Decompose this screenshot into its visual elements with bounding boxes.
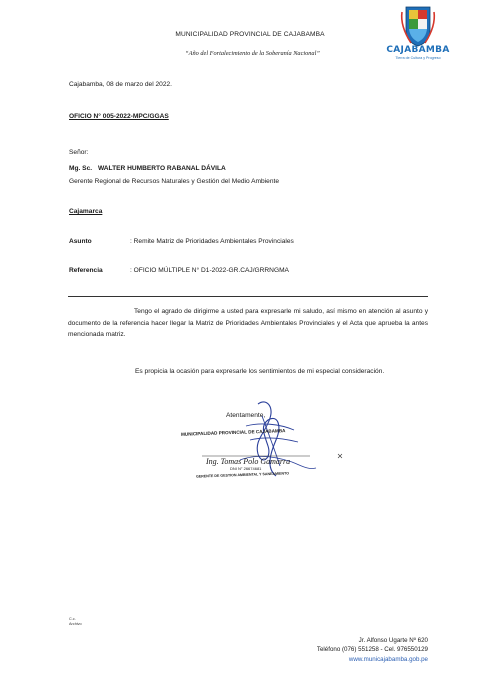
- recipient-line: [69, 164, 226, 173]
- stamp-organization: MUNICIPALIDAD PROVINCIAL DE CAJABAMBA: [180, 428, 286, 437]
- footer-phones: Teléfono (076) 551258 - Cel. 976550129: [316, 646, 428, 653]
- footer-address: Jr. Alfonso Ugarte Nº 620: [358, 637, 428, 644]
- institution-name: MUNICIPALIDAD PROVINCIAL DE CAJABAMBA: [175, 31, 325, 38]
- reference-value: : OFICIO MÚLTIPLE N° D1-2022-GR.CAJ/GRRNGMA: [130, 267, 289, 274]
- body-paragraph: Tengo el agrado de dirigirme a usted para expresarle mi saludo, así mismo en atención al asunto y documento de la referencia hacer llegar la Matriz de Prioridades Ambientales Provinciales y el Acta que aprueba la antes mencionada matriz.: [68, 308, 428, 338]
- recipient-name: WALTER HUMBERTO RABANAL DÁVILA: [97, 165, 226, 172]
- closing-salutation: Atentamente,: [226, 412, 266, 419]
- document-number: OFICIO N° 005-2022-MPC/GGAS: [69, 113, 169, 120]
- year-motto: “Año del Fortalecimiento de la Soberanía Nacional”: [185, 50, 320, 57]
- closing-paragraph: Es propicia la ocasión para expresarle los sentimientos de mi especial consideración.: [135, 368, 385, 375]
- municipal-crest-logo: [383, 4, 453, 64]
- recipient-role: Gerente Regional de Recursos Naturales y Gestión del Medio Ambiente: [69, 178, 280, 185]
- logo-tagline: Tierra de Cultura y Progreso: [395, 56, 441, 60]
- signer-role: GERENTE DE GESTION AMBIENTAL Y SANEAMIENTO: [195, 471, 290, 479]
- subject-label: Asunto: [69, 238, 92, 245]
- cc-archive: Archivo: [69, 622, 82, 626]
- cc-label: C.c.: [69, 617, 76, 621]
- reference-label: Referencia: [69, 267, 103, 274]
- copy-notation: [69, 617, 82, 627]
- footer-website-link[interactable]: www.municajabamba.gob.pe: [348, 656, 428, 663]
- salutation: Señor:: [69, 149, 89, 156]
- recipient-city: Cajamarca: [69, 208, 103, 215]
- logo-wordmark: CAJABAMBA: [386, 45, 450, 55]
- recipient-prefix: Mg. Sc.: [69, 165, 93, 172]
- signer-dni: DNI N° 26674681: [230, 466, 262, 471]
- place-date: Cajabamba, 08 de marzo del 2022.: [69, 81, 173, 88]
- divider-line: [68, 296, 428, 297]
- subject-value: : Remite Matriz de Prioridades Ambientales Provinciales: [130, 238, 294, 245]
- signer-name: Ing. Tomas Polo Gamarra: [206, 457, 291, 466]
